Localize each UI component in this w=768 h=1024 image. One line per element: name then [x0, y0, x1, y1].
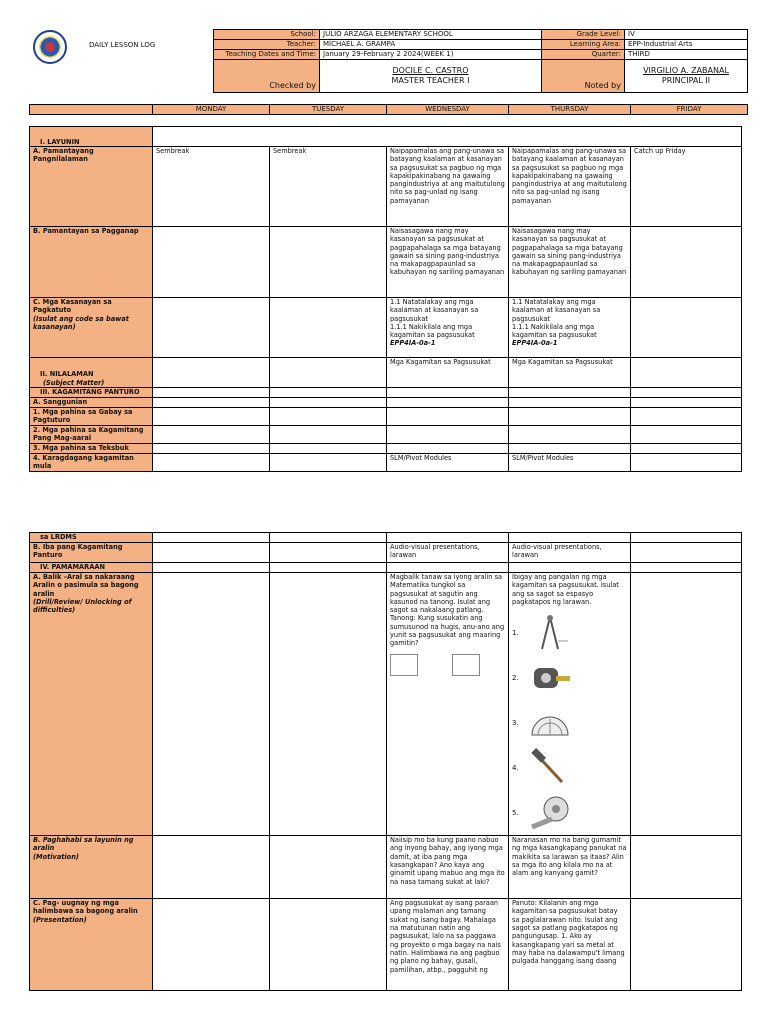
deped-seal-logo: [33, 30, 67, 64]
nilalaman-monday: [153, 358, 270, 388]
checker-title: MASTER TEACHER I: [391, 76, 470, 85]
karagdagang-wednesday: SLM/Pivot Modules: [387, 454, 509, 472]
checked-label: Checked by: [214, 60, 320, 93]
row-c-thursday: [509, 298, 631, 358]
nilalaman-tuesday: [270, 358, 387, 388]
protractor-icon: [528, 703, 572, 743]
pag-uugnay-wednesday: Ang pagsusukat ay isang paraan upang malaman ang tamang sukat ng isang bagay. Mahalaga na matutunan natin ang pagsusukat, lalo na sa paggawa ng proyekto o mga bagay na nais natin. Halimbawa na ang pagbuo ng plano ng bahay, gusali, pamilihan, atbp., pagguhit ng: [387, 899, 509, 991]
tape-measure-icon: [528, 658, 572, 698]
gabay-mon: [153, 408, 270, 426]
row-c-label: C. Mga Kasanayan sa Pagkatuto: [33, 298, 112, 315]
iba-label: B. Iba pang Kagamitang Panturo: [30, 543, 153, 563]
noted-label: Noted by: [542, 60, 625, 93]
row-a-tuesday: Sembreak: [270, 147, 387, 227]
row-b-thursday: Naisasagawa nang may kasanayan sa pagsusukat at pagpapahalaga sa mga batayang gawain sa sining pang-industriya na makapagpapaunlad sa kabuhayan ng sariling pamayanan: [509, 227, 631, 298]
dates-label: Teaching Dates and Time:: [214, 50, 320, 60]
lrdms-mon: [153, 533, 270, 543]
tool-number: 1.: [512, 628, 519, 637]
row-a-wednesday: Naipapamalas ang pang-unawa sa batayang kaalaman at kasanayan sa pagsusukat sa pagbuo ng mga kapakipakinabang na gawaing pangindustriya at ang maitutulong nito sa pag-unlad ng isang pamayanan: [387, 147, 509, 227]
compass-icon: [528, 613, 572, 653]
school-value: JULIO ARZAGA ELEMENTARY SCHOOL: [320, 30, 542, 40]
header-table: [213, 29, 748, 93]
day-friday: FRIDAY: [631, 105, 748, 115]
day-tuesday: TUESDAY: [270, 105, 387, 115]
tool-item: [512, 790, 627, 835]
iba-mon: [153, 543, 270, 563]
teksbuk-wed: [387, 444, 509, 454]
paghahabi-thursday: Naranasan mo na bang gumamit ng mga kasangkapang panukat na makikita sa larawan sa itaas? Alin sa mga ito ang kilala mo na at alam ang kanyang gamit?: [509, 836, 631, 899]
kagamitan-mon: [153, 388, 270, 398]
tool-item: [512, 700, 627, 745]
balik-fri: [631, 573, 742, 836]
nilalaman-sub: (Subject Matter): [43, 378, 105, 387]
balik-wednesday: [387, 573, 509, 836]
tool-number: 3.: [512, 718, 519, 727]
paghahabi-wednesday: Naiisip mo ba kung paano nabuo ang inyong bahay, ang iyong mga damit, at iba pang mga kasangkapan? Ano kaya ang ginamit upang mabuo ang mga ito na nasa tamang sukat at laki?: [387, 836, 509, 899]
teksbuk-tue: [270, 444, 387, 454]
pag-uugnay-sub: (Presentation): [33, 915, 87, 924]
noter-name: VIRGILIO A. ZABANAL: [643, 66, 729, 75]
c-thu-line2: 1.1.1 Nakikilala ang mga kagamitan sa pagsusukat: [512, 322, 597, 340]
iba-fri: [631, 543, 742, 563]
row-a-label: A. Pamantayang Pangnilalaman: [30, 147, 153, 227]
sanggunian-thu: [509, 398, 631, 408]
kagamitan-thu: [509, 388, 631, 398]
paghahabi-fri: [631, 836, 742, 899]
shape-box-1: [390, 654, 418, 676]
hammer-icon: [528, 748, 572, 788]
row-c-monday: [153, 298, 270, 358]
sanggunian-label: A. Sanggunian: [30, 398, 153, 408]
pag-uugnay-fri: [631, 899, 742, 991]
nilalaman-heading: II. NILALAMAN: [40, 370, 94, 379]
grade-value: IV: [625, 30, 748, 40]
row-b-monday: [153, 227, 270, 298]
karagdagang-mon: [153, 454, 270, 472]
lesson-grid-bottom: [29, 532, 742, 991]
noter-cell: [625, 60, 748, 93]
paghahabi-mon: [153, 836, 270, 899]
area-value: EPP-Industrial Arts: [625, 40, 748, 50]
tool-list: [512, 610, 627, 835]
quarter-value: THIRD: [625, 50, 748, 60]
lesson-grid-top: [29, 126, 742, 472]
gabay-fri: [631, 408, 742, 426]
checker-name: DOCILE C. CASTRO: [392, 66, 469, 75]
row-c-sub: (Isulat ang code sa bawat kasanayan): [33, 314, 129, 331]
karagdagang-fri: [631, 454, 742, 472]
days-blank: [30, 105, 153, 115]
iba-thursday: Audio-visual presentations, larawan: [509, 543, 631, 563]
shape-box-2: [452, 654, 480, 676]
iba-tue: [270, 543, 387, 563]
shape-boxes: [390, 654, 505, 676]
balik-label-cell: [30, 573, 153, 836]
school-label: School:: [214, 30, 320, 40]
tool-number: 2.: [512, 673, 519, 682]
balik-thu-text: Ibigay ang pangalan ng mga kagamitan sa pagsusukat. Isulat ang sa sagot sa espasyo pagkatapos ng larawan.: [512, 573, 619, 606]
lrdms-label: sa LRDMS: [30, 533, 153, 543]
checker-cell: [320, 60, 542, 93]
pag-uugnay-mon: [153, 899, 270, 991]
teksbuk-thu: [509, 444, 631, 454]
document-title: DAILY LESSON LOG: [89, 41, 156, 49]
kagamitang-label: 2. Mga pahina sa Kagamitang Pang Mag-aaral: [30, 426, 153, 444]
gabay-wed: [387, 408, 509, 426]
noter-title: PRINCIPAL II: [661, 76, 711, 85]
sanggunian-tue: [270, 398, 387, 408]
kagamitang-wed: [387, 426, 509, 444]
kagamitang-fri: [631, 426, 742, 444]
teacher-value: MICHAEL A. GRAMPA: [320, 40, 542, 50]
kagamitang-tue: [270, 426, 387, 444]
lrdms-wed: [387, 533, 509, 543]
nilalaman-wednesday: Mga Kagamitan sa Pagsusukat: [387, 358, 509, 388]
tool-number: 4.: [512, 763, 519, 772]
pag-uugnay-label-cell: [30, 899, 153, 991]
karagdagang-tue: [270, 454, 387, 472]
nilalaman-thursday: Mga Kagamitan sa Pagsusukat: [509, 358, 631, 388]
row-c-friday: [631, 298, 742, 358]
paghahabi-tue: [270, 836, 387, 899]
sanggunian-mon: [153, 398, 270, 408]
pamamaraan-fri: [631, 563, 742, 573]
paghahabi-sub: (Motivation): [33, 852, 79, 861]
karagdagang-thursday: SLM/Pivot Modules: [509, 454, 631, 472]
kagamitan-fri: [631, 388, 742, 398]
pamamaraan-wed: [387, 563, 509, 573]
balik-wed-text: Magbalik tanaw sa iyong aralin sa Matematika tungkol sa pagsusukat at sagutin ang kasunod na tanong. Isulat ang sagot sa nakalaang patlang. Tanong: Kung susukatin ang sumusunod na hugis, anu-ano ang yunit sa pagsusukat ang maaring gamitin?: [390, 573, 505, 648]
balik-label: A. Balik –Aral sa nakaraang Aralin o pasimula sa bagong aralin: [33, 573, 139, 598]
day-thursday: THURSDAY: [509, 105, 631, 115]
day-wednesday: WEDNESDAY: [387, 105, 509, 115]
teksbuk-mon: [153, 444, 270, 454]
tool-item: [512, 610, 627, 655]
pag-uugnay-label: C. Pag- uugnay ng mga halimbawa sa bagong aralin: [33, 899, 138, 916]
gabay-tue: [270, 408, 387, 426]
balik-thursday: [509, 573, 631, 836]
c-thu-line1: 1.1 Natatalakay ang mga kaalaman at kasanayan sa pagsusukat: [512, 298, 601, 323]
row-b-wednesday: Naisasagawa nang may kasanayan sa pagsusukat at pagpapahalaga sa mga batayang gawain sa sining pang-industriya na makapagpapaunlad sa kabuhayan ng sariling pamayanan: [387, 227, 509, 298]
kagamitan-tue: [270, 388, 387, 398]
teacher-label: Teacher:: [214, 40, 320, 50]
pamamaraan-heading: IV. PAMAMARAAN: [30, 563, 153, 573]
balik-sub: (Drill/Review/ Unlocking of difficulties): [33, 597, 132, 615]
kagamitan-heading: III. KAGAMITANG PANTURO: [30, 388, 153, 398]
kagamitan-wed: [387, 388, 509, 398]
area-label: Learning Area:: [542, 40, 625, 50]
sanggunian-fri: [631, 398, 742, 408]
tool-item: [512, 655, 627, 700]
pag-uugnay-thursday: Panuto: Kilalanin ang mga kagamitan sa pagsusukat batay sa paglalarawan nito. Isulat ang sagot sa patlang pagkatapos ng pangungusap. 1. Ako ay kasangkapang yari sa metal at may haba na dalawampu't limang pulgada hanggang isang daang: [509, 899, 631, 991]
teksbuk-fri: [631, 444, 742, 454]
c-thu-code: EPP4IA-0a-1: [512, 339, 558, 348]
quarter-label: Quarter:: [542, 50, 625, 60]
c-wed-line2: 1.1.1 Nakikilala ang mga kagamitan sa pagsusukat: [390, 322, 475, 340]
measuring-tape-icon: [528, 793, 572, 833]
layunin-span: [153, 127, 742, 147]
gabay-label: 1. Mga pahina sa Gabay sa Pagtuturo: [30, 408, 153, 426]
grade-label: Grade Level:: [542, 30, 625, 40]
lrdms-fri: [631, 533, 742, 543]
nilalaman-friday: [631, 358, 742, 388]
sanggunian-wed: [387, 398, 509, 408]
day-monday: MONDAY: [153, 105, 270, 115]
row-c-label-cell: [30, 298, 153, 358]
teksbuk-label: 3. Mga pahina sa Teksbuk: [30, 444, 153, 454]
balik-mon: [153, 573, 270, 836]
lrdms-thu: [509, 533, 631, 543]
tool-item: [512, 745, 627, 790]
paghahabi-label: B. Paghahabi sa layunin ng aralin: [33, 836, 134, 853]
kagamitang-thu: [509, 426, 631, 444]
row-b-tuesday: [270, 227, 387, 298]
balik-tue: [270, 573, 387, 836]
c-wed-line1: 1.1 Natatalakay ang mga kaalaman at kasanayan sa pagsusukat: [390, 298, 479, 323]
days-header: [29, 104, 748, 115]
row-b-friday: [631, 227, 742, 298]
pag-uugnay-tue: [270, 899, 387, 991]
pamamaraan-tue: [270, 563, 387, 573]
row-a-thursday: Naipapamalas ang pang-unawa sa batayang kaalaman at kasanayan sa pagsusukat sa pagbuo ng mga kapakipakinabang na gawaing pangindustriya at ang maitutulong nito sa pag-unlad ng isang pamayanan: [509, 147, 631, 227]
tool-number: 5.: [512, 808, 519, 817]
kagamitang-mon: [153, 426, 270, 444]
row-c-wednesday: [387, 298, 509, 358]
nilalaman-cell: [30, 358, 153, 388]
pamamaraan-thu: [509, 563, 631, 573]
pamamaraan-mon: [153, 563, 270, 573]
iba-wednesday: Audio-visual presentations, larawan: [387, 543, 509, 563]
row-a-monday: Sembreak: [153, 147, 270, 227]
lrdms-tue: [270, 533, 387, 543]
dates-value: January 29-February 2 2024(WEEK 1): [320, 50, 542, 60]
karagdagang-label: 4. Karagdagang kagamitan mula: [30, 454, 153, 472]
row-c-tuesday: [270, 298, 387, 358]
c-wed-code: EPP4IA-0a-1: [390, 339, 436, 348]
gabay-thu: [509, 408, 631, 426]
layunin-heading: I. LAYUNIN: [30, 127, 153, 147]
row-a-friday: Catch up Friday: [631, 147, 742, 227]
row-b-label: B. Pamantayan sa Pagganap: [30, 227, 153, 298]
paghahabi-label-cell: [30, 836, 153, 899]
